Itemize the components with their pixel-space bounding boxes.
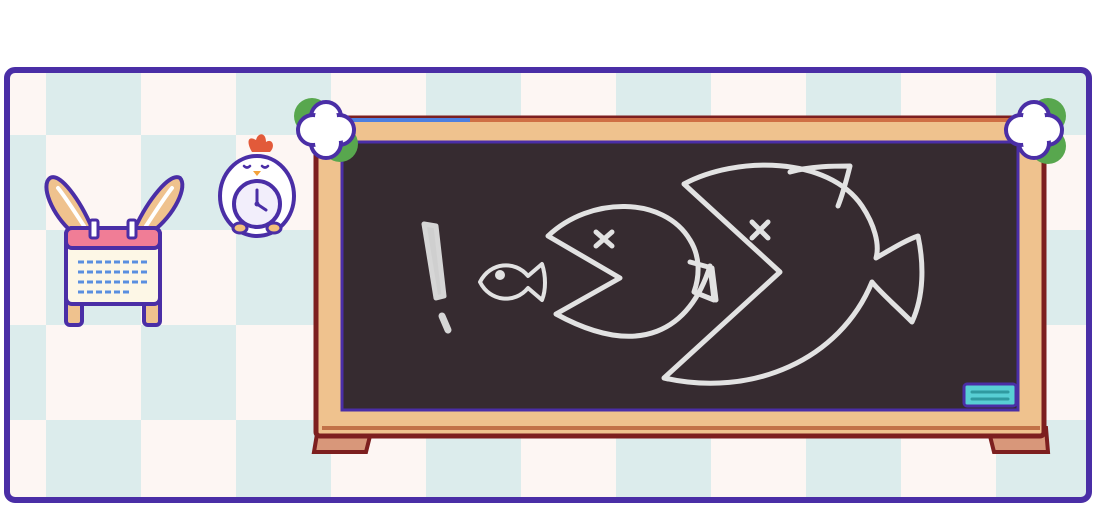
chalkboard (314, 118, 1048, 452)
chalk-eraser-icon (964, 384, 1016, 406)
